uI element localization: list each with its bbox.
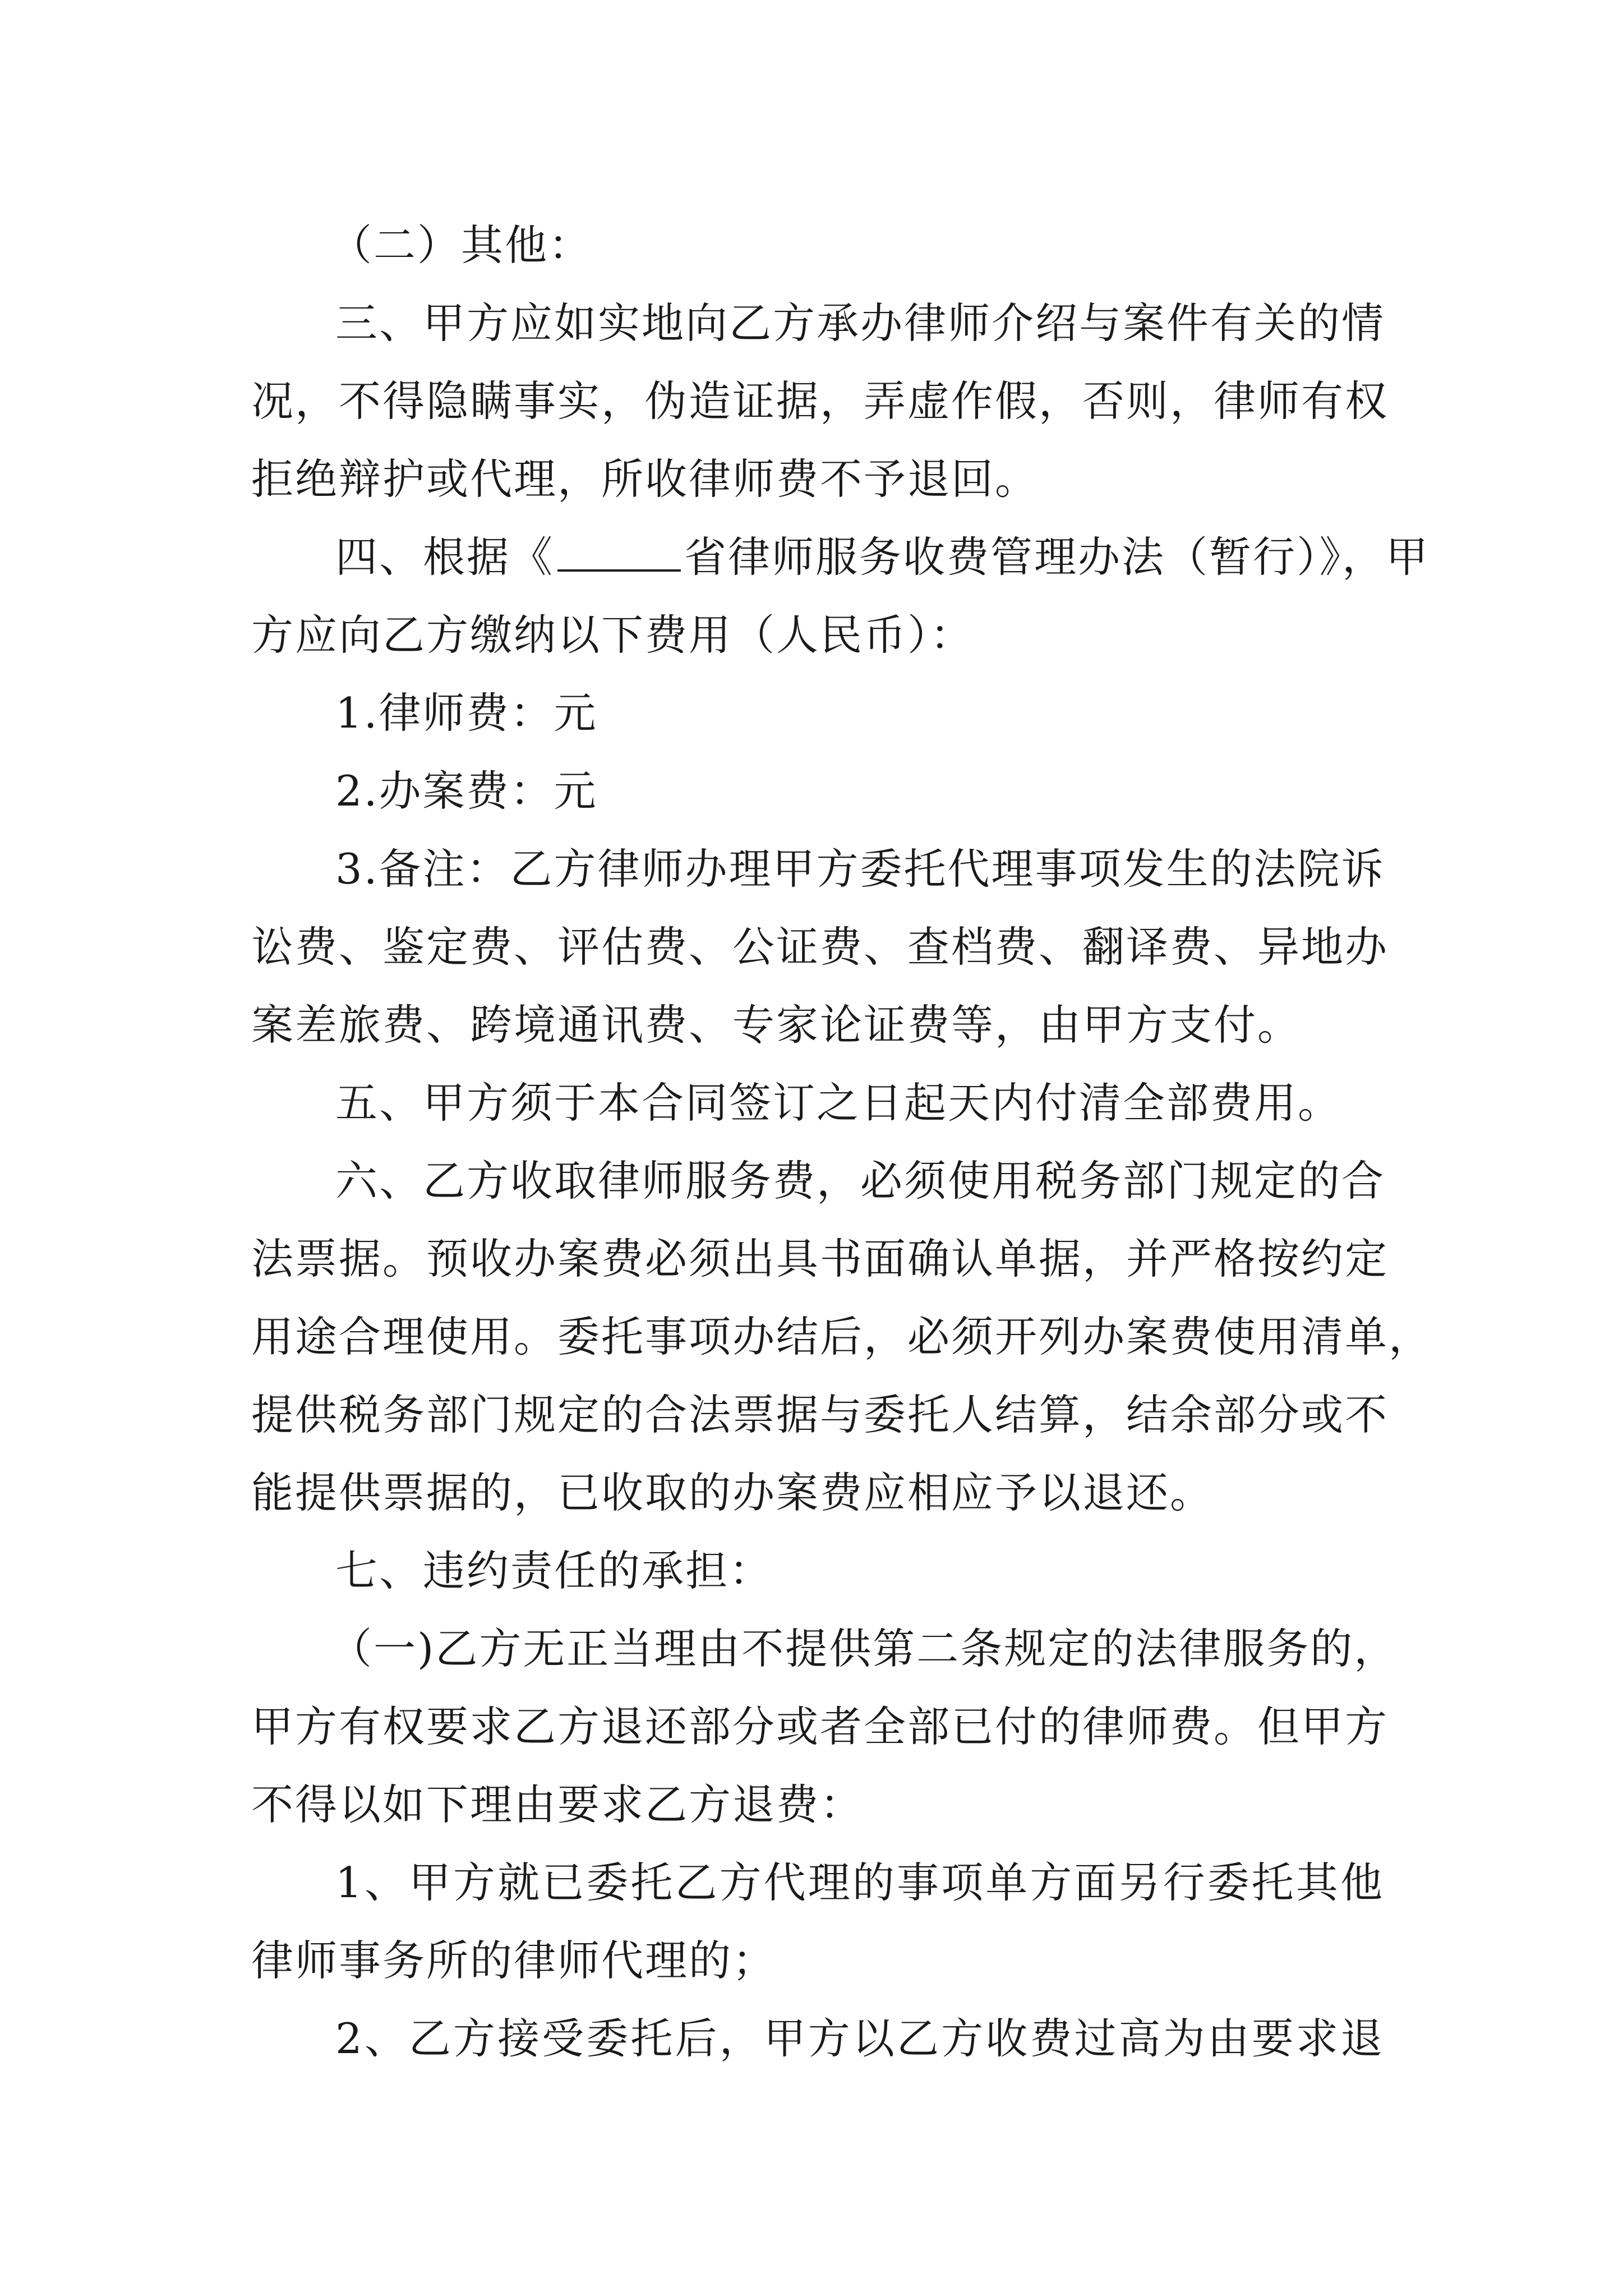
paragraph-line: 甲方有权要求乙方退还部分或者全部已付的律师费。但甲方 [251,1702,1389,1751]
paragraph-line: 况，不得隐瞒事实，伪造证据，弄虚作假，否则，律师有权 [251,376,1389,426]
paragraph-line: 七、违约责任的承担： [335,1546,773,1595]
paragraph-line: 四、根据《 省律师服务收费管理办法（暂行）》，甲 [335,532,1430,582]
paragraph-line: 方应向乙方缴纳以下费用（人民币）： [251,610,974,660]
fill-in-blank [557,535,681,572]
paragraph-line: 1、甲方就已委托乙方代理的事项单方面另行委托其他 [335,1858,1384,1907]
paragraph-line: 不得以如下理由要求乙方退费： [251,1780,864,1829]
paragraph-line: 三、甲方应如实地向乙方承办律师介绍与案件有关的情 [335,298,1386,348]
paragraph-line: 能提供票据的，已收取的办案费应相应予以退还。 [251,1468,1214,1517]
paragraph-line: 3.备注：乙方律师办理甲方委托代理事项发生的法院诉 [335,844,1385,894]
paragraph-line: （一)乙方无正当理由不提供第二条规定的法律服务的， [330,1624,1398,1673]
paragraph-line: 六、乙方收取律师服务费，必须使用税务部门规定的合 [335,1156,1386,1205]
paragraph-line: 用途合理使用。委托事项办结后，必须开列办案费使用清单， [251,1312,1433,1361]
paragraph-line: 法票据。预收办案费必须出具书面确认单据，并严格按约定 [251,1234,1389,1283]
paragraph-line: 五、甲方须于本合同签订之日起天内付清全部费用。 [335,1078,1342,1128]
paragraph-line: 2、乙方接受委托后，甲方以乙方收费过高为由要求退 [335,2014,1384,2063]
paragraph-line: 提供税务部门规定的合法票据与委托人结算，结余部分或不 [251,1390,1389,1439]
document-body [251,206,1433,2078]
paragraph-line: 讼费、鉴定费、评估费、公证费、查档费、翻译费、异地办 [251,922,1389,972]
paragraph-line: （二）其他： [330,220,593,270]
paragraph-line: 2.办案费：元 [335,766,598,816]
paragraph-line: 律师事务所的律师代理的； [251,1936,777,1985]
paragraph-line: 拒绝辩护或代理，所收律师费不予退回。 [251,454,1039,504]
paragraph-line: 1.律师费：元 [335,688,598,738]
paragraph-line: 案差旅费、跨境通讯费、专家论证费等，由甲方支付。 [251,1000,1302,1050]
